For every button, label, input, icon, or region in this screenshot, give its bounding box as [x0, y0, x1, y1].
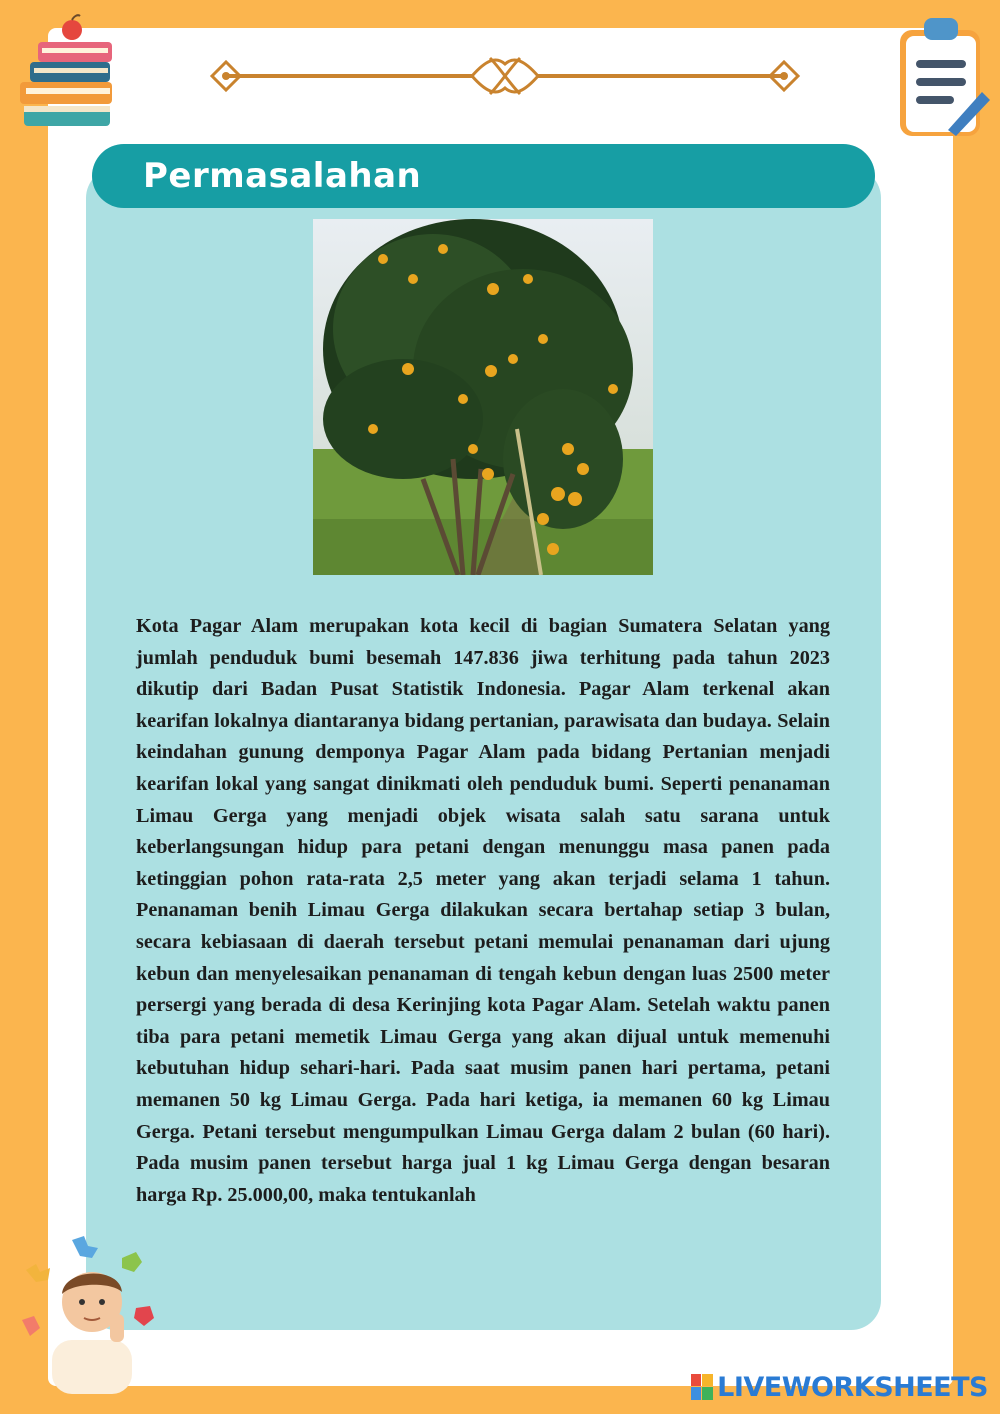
- clipboard-icon: [890, 8, 990, 144]
- books-icon: [16, 14, 120, 136]
- page-title: Permasalahan: [143, 156, 422, 196]
- citrus-tree-photo: [313, 219, 653, 575]
- thinking-kid-icon: [12, 1230, 172, 1394]
- brand-logo: [691, 1370, 988, 1404]
- ornament-divider-icon: [200, 44, 810, 108]
- problem-paragraph: Kota Pagar Alam merupakan kota kecil di bagian Sumatera Selatan yang jumlah penduduk bumi besemah 147.836 jiwa terhitung pada tahun 2023 dikutip dari Badan Pusat Statistik Indonesia. Pagar Alam terkenal akan kearifan lokalnya diantaranya bidang pertanian, parawisata dan budaya. Selain keindahan gunung demponya Pagar Alam pada bidang Pertanian menjadi kearifan lokal yang sangat dinikmati oleh penduduk bumi. Seperti penanaman Limau Gerga yang menjadi objek wisata salah satu sarana untuk keberlangsungan hidup para petani dengan menunggu masa panen pada ketinggian pohon rata-rata 2,5 meter yang akan terjadi selama 1 tahun. Penanaman benih Limau Gerga dilakukan secara bertahap setiap 3 bulan, secara kebiasaan di daerah tersebut petani memulai penanaman dari ujung kebun dan menyelesaikan penanaman di tengah kebun dengan luas 2500 meter persergi yang berada di desa Kerinjing kota Pagar Alam. Setelah waktu panen tiba para petani memetik Limau Gerga yang akan dijual untuk memenuhi kebutuhan hidup sehari-hari. Pada saat musim panen hari pertama, petani memanen 50 kg Limau Gerga. Pada hari ketiga, ia memanen 60 kg Limau Gerga. Petani tersebut mengumpulkan Limau Gerga dalam 2 bulan (60 hari). Pada musim panen tersebut harga jual 1 kg Limau Gerga dengan besaran harga Rp. 25.000,00, maka tentukanlah: [136, 615, 830, 1206]
- brand-name: LIVEWORKSHEETS: [717, 1371, 988, 1403]
- liveworksheets-badge-icon: [691, 1374, 713, 1400]
